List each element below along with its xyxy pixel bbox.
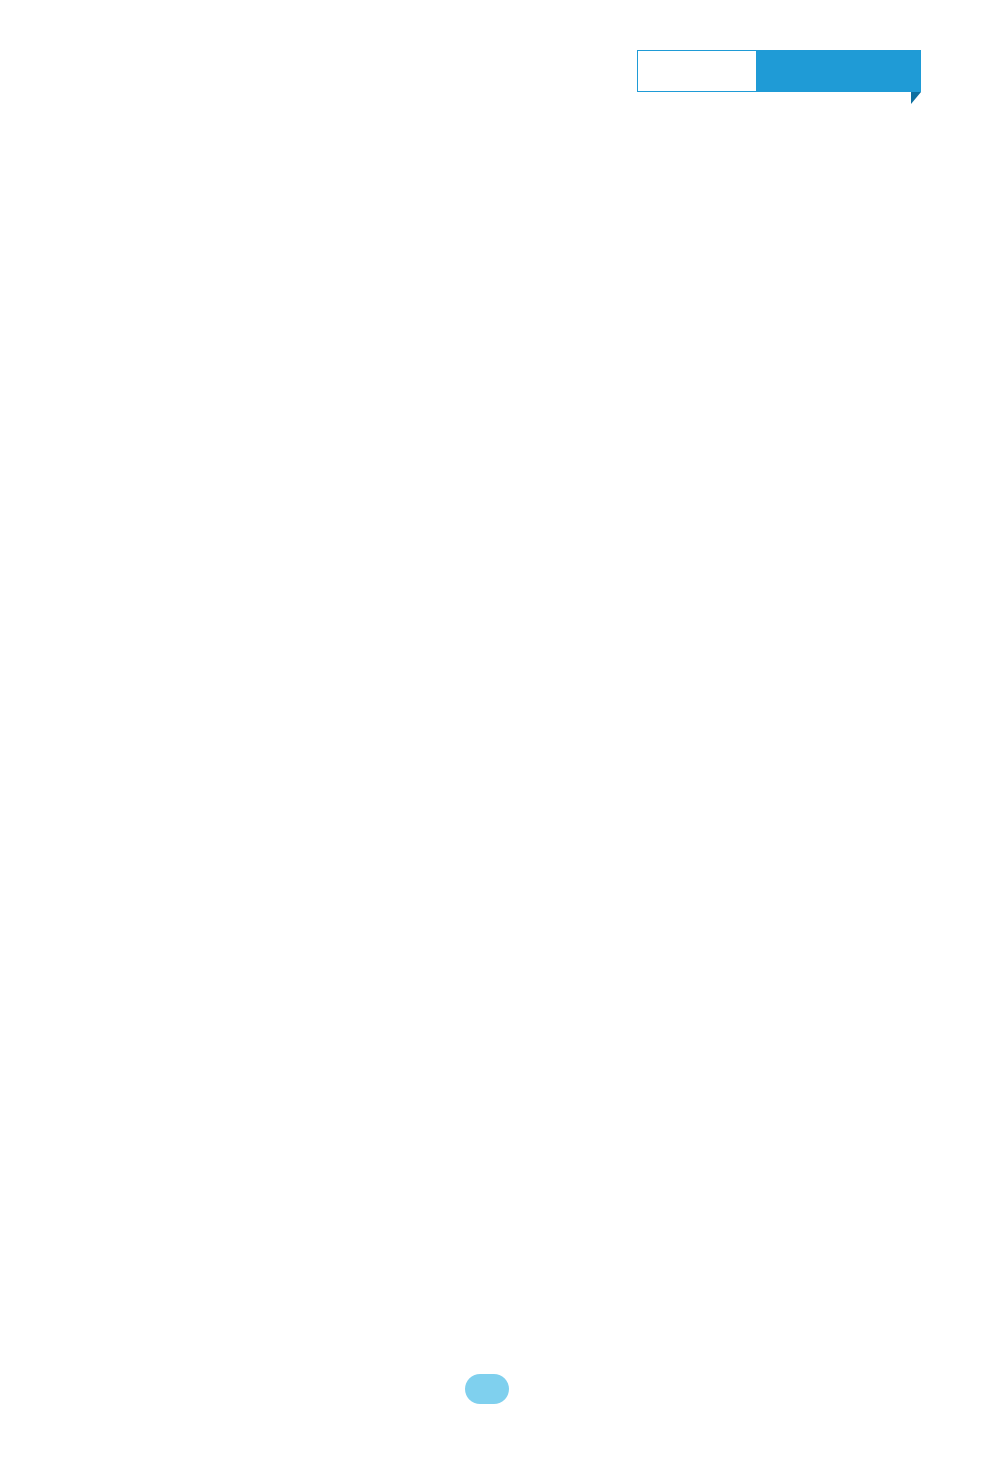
header-tab-title — [756, 50, 921, 92]
page-number — [465, 1374, 509, 1404]
answer-content — [58, 131, 920, 136]
header-fold-corner — [911, 92, 921, 104]
watermark — [822, 1402, 998, 1458]
